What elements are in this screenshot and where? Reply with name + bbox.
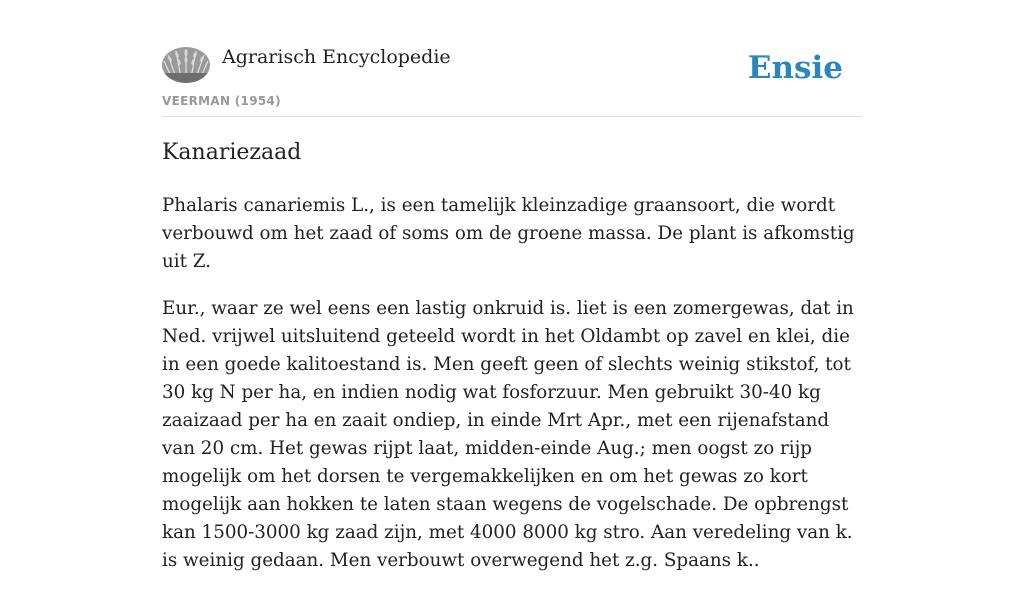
page bbox=[162, 0, 862, 571]
book-author: VEERMAN (1954) bbox=[162, 94, 281, 108]
entry-body bbox=[162, 192, 862, 594]
entry-paragraph: Phalaris canariemis L., is een tamelijk kleinzadige graansoort, die wordt verbouwd om het zaad of soms om de groene massa. De plant is afkomstig uit Z. bbox=[162, 195, 855, 272]
entry-title: Kanariezaad bbox=[162, 140, 302, 165]
ensie-logo-link[interactable]: Ensie bbox=[747, 50, 843, 86]
wheat-book-icon[interactable] bbox=[162, 47, 210, 83]
book-title[interactable]: Agrarisch Encyclopedie bbox=[222, 46, 451, 68]
header bbox=[162, 0, 862, 117]
entry-paragraph: Eur., waar ze wel eens een lastig onkruid is. liet is een zomergewas, dat in Ned. vrijwel uitsluitend geteeld wordt in het Oldambt op zavel en klei, die in een goede kalitoestand is. Men geeft geen of slechts weinig stikstof, tot 30 kg N per ha, en indien nodig wat fosforzuur. Men gebruikt 30-40 kg zaaizaad per ha en zaait ondiep, in einde Mrt Apr., met een rijenafstand van 20 cm. Het gewas rijpt laat, midden-einde Aug.; men oogst zo rijp mogelijk om het dorsen te vergemakkelijken en om het gewas zo kort mogelijk aan hokken te laten staan wegens de vogelschade. De opbrengst kan 1500-3000 kg zaad zijn, met 4000 8000 kg stro. Aan veredeling van k. is weinig gedaan. Men verbouwt overwegend het z.g. Spaans k.. bbox=[162, 298, 854, 571]
